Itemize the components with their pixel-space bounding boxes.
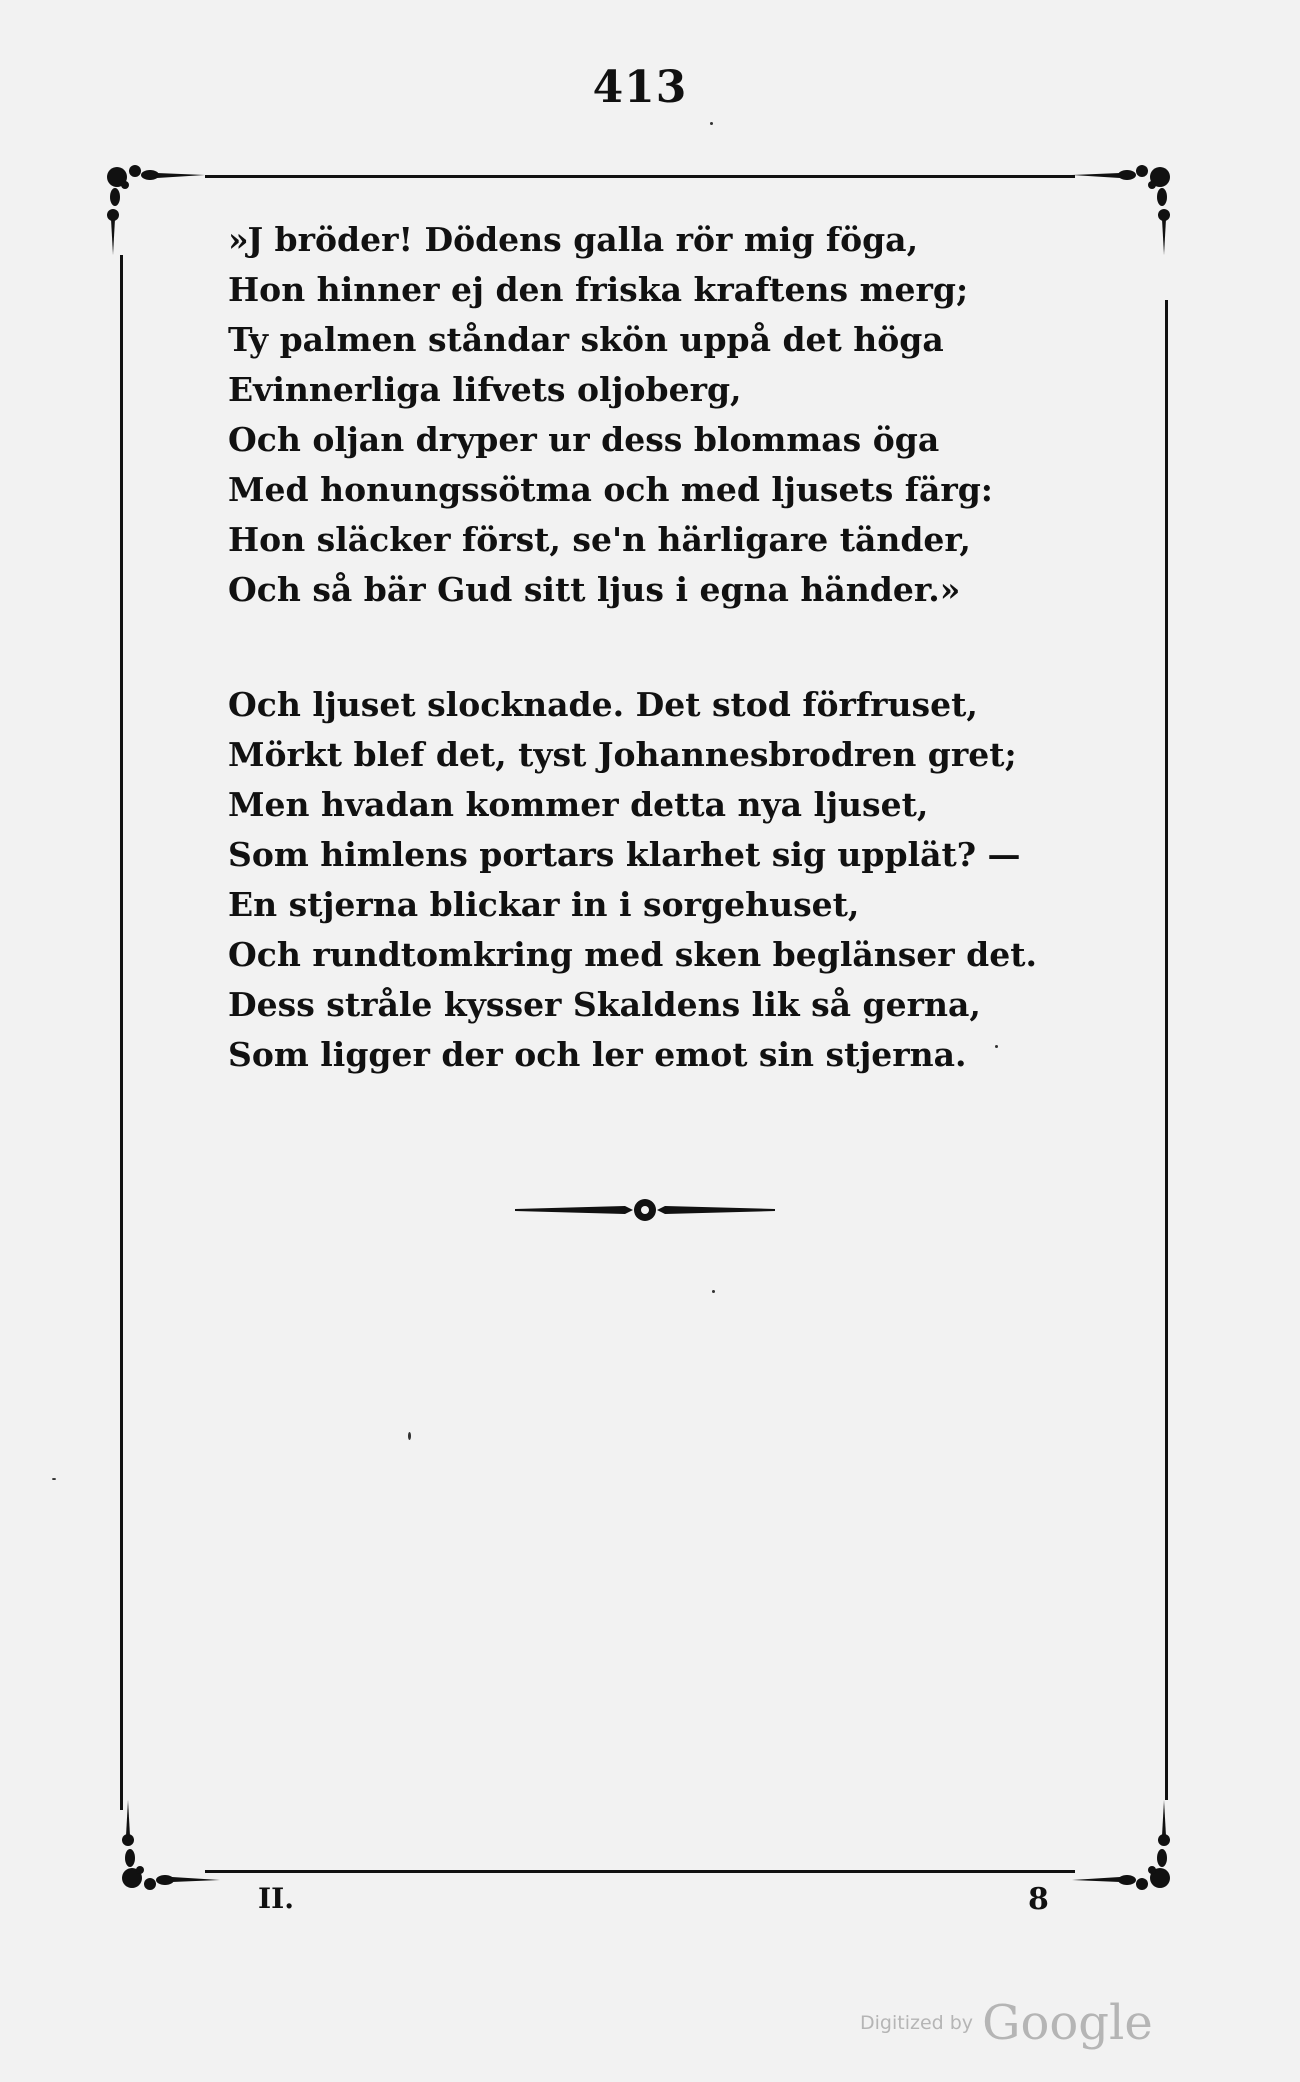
sheet-number: 8 <box>1028 1882 1049 1917</box>
signature-mark: II. <box>258 1882 294 1915</box>
frame-right-rule <box>1165 300 1168 1800</box>
page-number: 413 <box>592 62 688 113</box>
corner-ornament-top-left <box>95 155 215 265</box>
corner-ornament-bottom-right <box>1062 1790 1182 1900</box>
poem-line: Och oljan dryper ur dess blommas öga <box>228 420 940 459</box>
poem-line: Och ljuset slocknade. Det stod förfruset, <box>228 685 978 724</box>
poem-stanza-1 <box>228 215 993 615</box>
scan-speck <box>712 1290 715 1293</box>
scan-speck <box>995 1045 998 1048</box>
digitized-by-google-watermark <box>860 1995 1153 2051</box>
poem-line: Och så bär Gud sitt ljus i egna händer.» <box>228 570 961 609</box>
corner-ornament-top-right <box>1062 155 1182 265</box>
scan-speck <box>408 1432 411 1440</box>
poem-line: Som himlens portars klarhet sig upplät? — <box>228 835 1021 874</box>
poem-line: Hon hinner ej den friska kraftens merg; <box>228 270 969 309</box>
scan-speck <box>52 1478 56 1480</box>
frame-top-rule <box>205 175 1075 178</box>
poem-line: Som ligger der och ler emot sin stjerna. <box>228 1035 967 1074</box>
poem-line: Hon släcker först, se'n härligare tänder, <box>228 520 971 559</box>
poem-line: »J bröder! Dödens galla rör mig föga, <box>228 220 919 259</box>
corner-ornament-bottom-left <box>110 1790 230 1900</box>
poem-line: Ty palmen ståndar skön uppå det höga <box>228 320 944 359</box>
poem-line: Evinnerliga lifvets oljoberg, <box>228 370 742 409</box>
watermark-brand: Google <box>982 1995 1153 2051</box>
poem-line: En stjerna blickar in i sorgehuset, <box>228 885 860 924</box>
frame-left-rule <box>120 255 123 1810</box>
end-ornament-icon <box>515 1195 775 1225</box>
poem-line: Men hvadan kommer detta nya ljuset, <box>228 785 929 824</box>
poem-line: Mörkt blef det, tyst Johannesbrodren gret; <box>228 735 1017 774</box>
poem-line: Dess stråle kysser Skaldens lik så gerna, <box>228 985 981 1024</box>
watermark-prefix: Digitized by <box>860 2012 974 2034</box>
scan-speck <box>710 122 713 125</box>
poem-stanza-2 <box>228 680 1037 1080</box>
frame-bottom-rule <box>205 1870 1075 1873</box>
poem-line: Och rundtomkring med sken beglänser det. <box>228 935 1037 974</box>
poem-line: Med honungssötma och med ljusets färg: <box>228 470 993 509</box>
